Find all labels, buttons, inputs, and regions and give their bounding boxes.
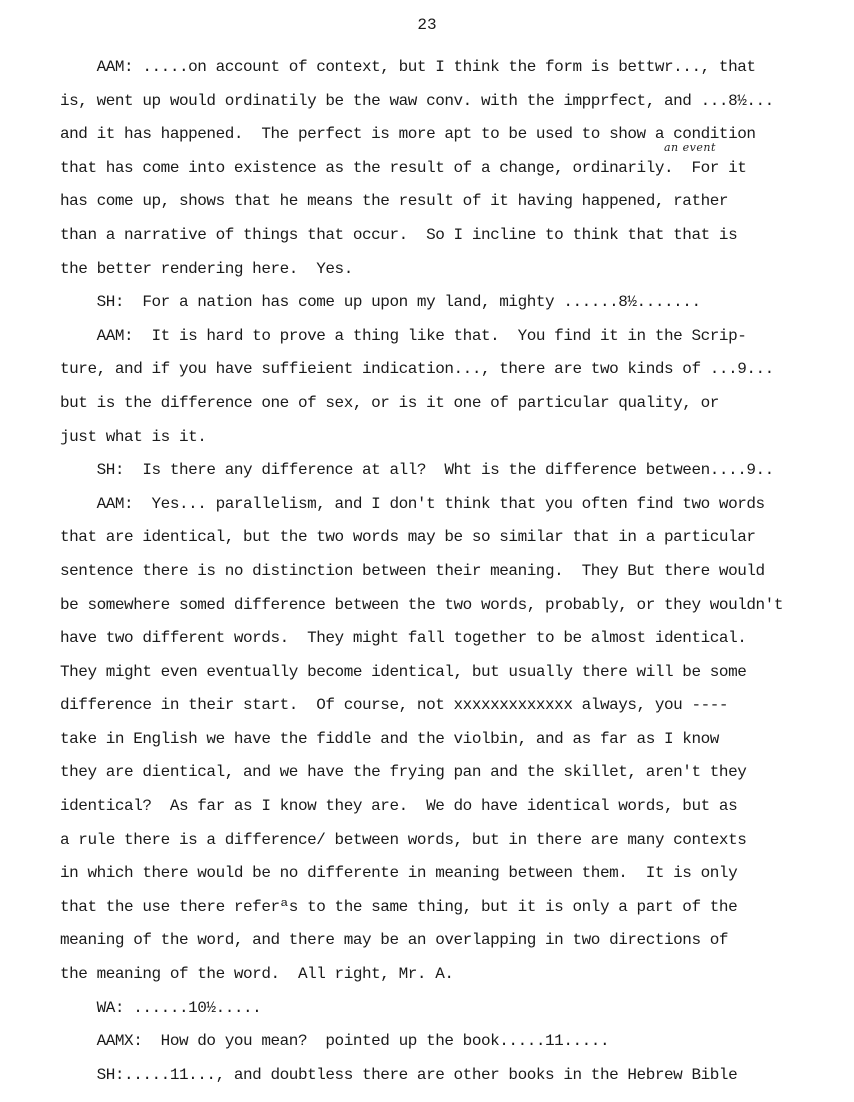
transcript-body [60,51,854,1092]
text-line: difference in their start. Of course, not xxxxxxxxxxxxx always, you ---- [60,696,729,715]
text-line: in which there would be no differente in meaning between them. It is only [60,864,738,883]
text-line: meaning of the word, and there may be an overlapping in two directions of [60,931,729,950]
text-line: than a narrative of things that occur. So I incline to think that that is [60,225,738,244]
text-line: ture, and if you have suffieient indication..., there are two kinds of ...9... [60,360,774,379]
text-line: just what is it. [60,427,207,446]
text-line: AAMX: How do you mean? pointed up the book.....11..... [60,1032,610,1051]
text-line: and it has happened. The perfect is more apt to be used to show a condition [60,125,756,144]
text-line: that the use there referªs to the same thing, but it is only a part of the [60,897,738,916]
text-line: SH: For a nation has come up upon my land, mighty ......8½....... [60,293,701,312]
text-line: a rule there is a difference/ between words, but in there are many contexts [60,830,747,849]
text-line: be somewhere somed difference between the two words, probably, or they wouldn't [60,595,783,614]
text-line: identical? As far as I know they are. We do have identical words, but as [60,797,738,816]
text-line: the meaning of the word. All right, Mr. A. [60,965,454,984]
text-line: take in English we have the fiddle and the violbin, and as far as I know [60,729,719,748]
text-line: that are identical, but the two words may be so similar that in a particular [60,528,756,547]
text-line: SH: Is there any difference at all? Wht is the difference between....9.. [60,461,774,480]
handwritten-note: an event [664,141,716,154]
text-line: sentence there is no distinction between their meaning. They But there would [60,561,765,580]
text-line: has come up, shows that he means the result of it having happened, rather [60,192,729,211]
text-line: AAM: It is hard to prove a thing like that. You find it in the Scrip- [60,326,747,345]
text-line: They might even eventually become identical, but usually there will be some [60,662,747,681]
text-line: they are dientical, and we have the frying pan and the skillet, aren't they [60,763,747,782]
text-line: have two different words. They might fall together to be almost identical. [60,629,747,648]
text-line: AAM: .....on account of context, but I think the form is bettwr..., that [60,58,756,76]
text-line: SH:.....11..., and doubtless there are other books in the Hebrew Bible [60,1065,738,1084]
text-line: the better rendering here. Yes. [60,259,353,278]
page-number: 23 [417,16,437,34]
text-line: is, went up would ordinatily be the waw conv. with the impprfect, and ...8½... [60,91,774,110]
text-line: that has come into existence as the result of a change, ordinarily. For it [60,158,747,177]
text-line: AAM: Yes... parallelism, and I don't think that you often find two words [60,494,765,513]
text-line: but is the difference one of sex, or is it one of particular quality, or [60,393,719,412]
text-line: WA: ......10½..... [60,998,262,1017]
